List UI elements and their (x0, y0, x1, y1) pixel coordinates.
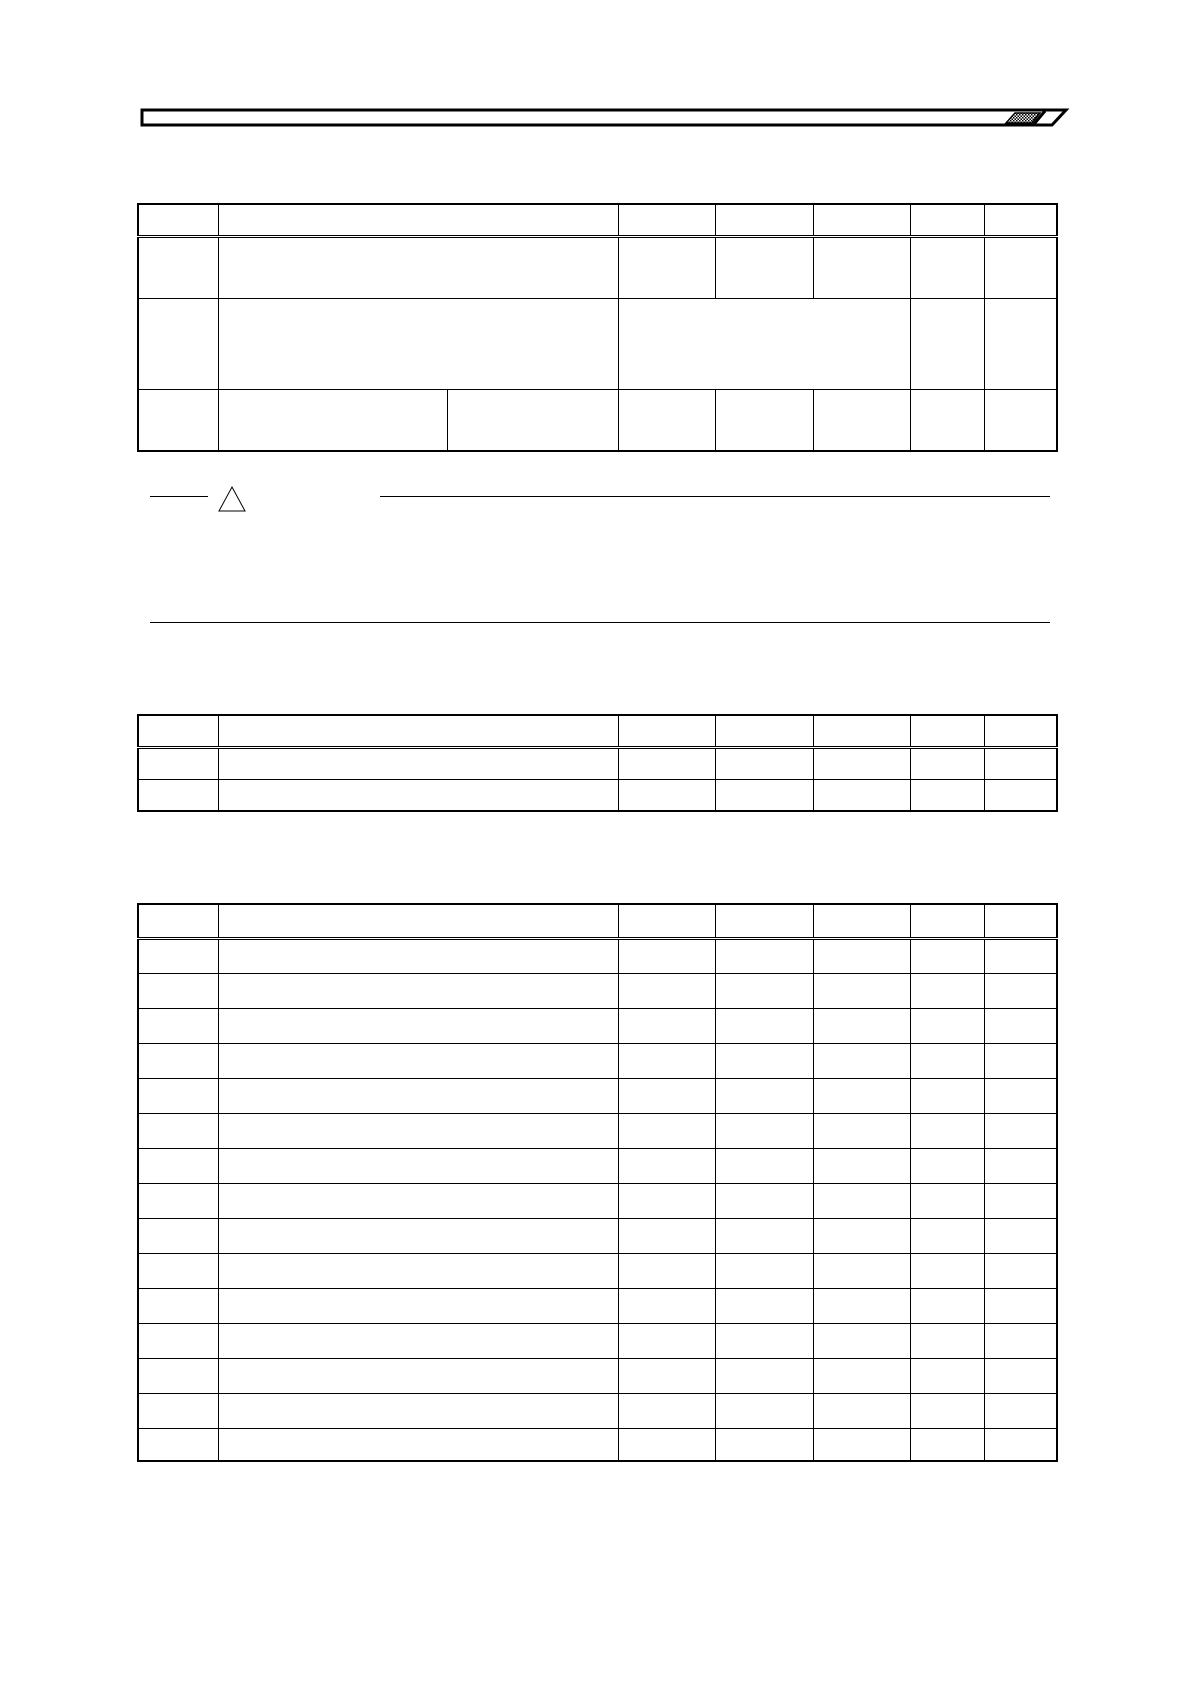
table-cell (813, 236, 910, 298)
table-cell (715, 1043, 813, 1078)
table-cell (138, 1323, 218, 1358)
table-cell (618, 1148, 715, 1183)
table-cell (715, 1428, 813, 1461)
table-cell (715, 236, 813, 298)
table-row (138, 1358, 1057, 1393)
table-cell (218, 1393, 618, 1428)
table-cell (984, 1323, 1057, 1358)
table-cell (984, 1288, 1057, 1323)
table-cell (910, 1323, 984, 1358)
table-cell (813, 1043, 910, 1078)
table-row (138, 389, 1057, 451)
table-cell (218, 1078, 618, 1113)
table-row (138, 1183, 1057, 1218)
table-cell (218, 779, 618, 811)
table-row (138, 1008, 1057, 1043)
table-cell (715, 747, 813, 779)
caution-body (150, 513, 1050, 603)
column-header (813, 715, 910, 747)
table-cell (618, 1358, 715, 1393)
table-cell (218, 1428, 618, 1461)
table-cell (984, 1393, 1057, 1428)
table-cell (218, 1148, 618, 1183)
table-cell (618, 1218, 715, 1253)
column-header (984, 904, 1057, 938)
table-row (138, 1288, 1057, 1323)
table-cell (618, 938, 715, 973)
table-cell (984, 1218, 1057, 1253)
table-cell (618, 1253, 715, 1288)
table-cell (910, 1148, 984, 1183)
table-cell (218, 1218, 618, 1253)
table-cell (618, 1393, 715, 1428)
table-cell (910, 973, 984, 1008)
table-cell (813, 1358, 910, 1393)
table-cell (910, 1183, 984, 1218)
table-cell (910, 1008, 984, 1043)
column-header (984, 715, 1057, 747)
table-cell (138, 1288, 218, 1323)
table-cell (984, 747, 1057, 779)
table-cell (218, 1008, 618, 1043)
table-cell (715, 1183, 813, 1218)
table-cell (618, 1323, 715, 1358)
spec-table-middle (137, 714, 1058, 812)
table-cell (984, 1008, 1057, 1043)
table-cell (813, 1148, 910, 1183)
table-cell (984, 298, 1057, 389)
table-cell (218, 938, 618, 973)
table-cell (618, 1008, 715, 1043)
table-cell (984, 1113, 1057, 1148)
table-cell (218, 1288, 618, 1323)
column-header (218, 904, 618, 938)
table-cell (218, 1113, 618, 1148)
table-cell (618, 1043, 715, 1078)
table-cell (910, 1288, 984, 1323)
column-header (984, 204, 1057, 236)
table-cell (138, 1218, 218, 1253)
table-row (138, 1428, 1057, 1461)
table-cell (813, 1393, 910, 1428)
table-cell (138, 1113, 218, 1148)
table-cell (910, 1358, 984, 1393)
table-cell (813, 1183, 910, 1218)
table-cell (138, 1393, 218, 1428)
table-cell (715, 1113, 813, 1148)
table-cell (910, 1393, 984, 1428)
table-row (138, 1148, 1057, 1183)
table-row (138, 1113, 1057, 1148)
table-cell (138, 1148, 218, 1183)
table-cell (618, 389, 715, 451)
table-cell (715, 1358, 813, 1393)
table-cell (618, 747, 715, 779)
table-cell (910, 1043, 984, 1078)
caution-rule-right (380, 496, 1050, 497)
column-header (715, 715, 813, 747)
table-cell (910, 938, 984, 973)
table-cell (715, 938, 813, 973)
header-banner (140, 108, 1070, 128)
table-cell (138, 1253, 218, 1288)
table-cell (910, 236, 984, 298)
table-cell (715, 779, 813, 811)
table-cell (138, 1043, 218, 1078)
table-cell (138, 973, 218, 1008)
table-cell (984, 1078, 1057, 1113)
table-cell (910, 389, 984, 451)
table-cell (715, 1323, 813, 1358)
table-cell (910, 1428, 984, 1461)
table-row (138, 236, 1057, 298)
table-cell (910, 1078, 984, 1113)
table-cell (447, 389, 618, 451)
column-header (715, 204, 813, 236)
table-cell (813, 938, 910, 973)
table-cell (218, 973, 618, 1008)
column-header (218, 715, 618, 747)
table-cell (984, 1253, 1057, 1288)
table-header-row (138, 204, 1057, 236)
column-header (910, 904, 984, 938)
table-cell (910, 1218, 984, 1253)
table-row (138, 938, 1057, 973)
caution-rule-left (150, 496, 208, 497)
table-header-row (138, 715, 1057, 747)
table-cell (813, 747, 910, 779)
table-row (138, 779, 1057, 811)
table-cell (715, 1218, 813, 1253)
table-cell (813, 779, 910, 811)
table-cell (984, 1358, 1057, 1393)
table-cell (218, 747, 618, 779)
table-cell (910, 1253, 984, 1288)
caution-rule-bottom (150, 622, 1050, 623)
spec-table-top (137, 203, 1058, 452)
column-header (618, 904, 715, 938)
table-row (138, 1253, 1057, 1288)
table-cell (984, 1183, 1057, 1218)
warning-triangle-icon (217, 485, 247, 513)
table-cell (715, 389, 813, 451)
table-cell (984, 1428, 1057, 1461)
column-header (618, 204, 715, 236)
table-cell (984, 236, 1057, 298)
table-cell (984, 1043, 1057, 1078)
table-cell (715, 1288, 813, 1323)
table-cell (138, 1358, 218, 1393)
spec-table-bottom (137, 903, 1058, 1462)
table-cell (618, 973, 715, 1008)
table-cell (910, 779, 984, 811)
table-cell (813, 1078, 910, 1113)
table-cell (813, 1323, 910, 1358)
table-cell (715, 973, 813, 1008)
table-cell (138, 236, 218, 298)
table-cell (138, 1183, 218, 1218)
table-row (138, 1043, 1057, 1078)
table-cell (218, 298, 618, 389)
column-header (910, 715, 984, 747)
table-cell (618, 1078, 715, 1113)
table-row (138, 1078, 1057, 1113)
table-cell (813, 973, 910, 1008)
table-cell (218, 236, 618, 298)
table-cell (218, 1183, 618, 1218)
column-header (138, 204, 218, 236)
table-cell (138, 298, 218, 389)
table-cell (984, 938, 1057, 973)
table-cell (618, 779, 715, 811)
table-cell (138, 747, 218, 779)
table-cell (138, 389, 218, 451)
table-row (138, 747, 1057, 779)
column-header (138, 715, 218, 747)
table-cell (910, 298, 984, 389)
table-cell (618, 1113, 715, 1148)
table-row (138, 298, 1057, 389)
table-cell (618, 1288, 715, 1323)
table-cell (715, 1148, 813, 1183)
column-header (715, 904, 813, 938)
table-cell (218, 1358, 618, 1393)
table-row (138, 1323, 1057, 1358)
table-row (138, 1393, 1057, 1428)
table-header-row (138, 904, 1057, 938)
column-header (138, 904, 218, 938)
table-cell (138, 779, 218, 811)
table-cell (138, 1008, 218, 1043)
table-cell (984, 1148, 1057, 1183)
table-cell (715, 1008, 813, 1043)
table-cell (813, 1113, 910, 1148)
table-cell (715, 1253, 813, 1288)
table-cell (218, 389, 447, 451)
table-cell (138, 1078, 218, 1113)
table-cell (910, 747, 984, 779)
table-cell (218, 1043, 618, 1078)
table-cell (813, 1218, 910, 1253)
table-cell (138, 1428, 218, 1461)
column-header (813, 204, 910, 236)
table-cell (618, 236, 715, 298)
caution-block (150, 485, 1050, 625)
column-header (218, 204, 618, 236)
table-cell (138, 938, 218, 973)
table-cell (813, 1008, 910, 1043)
table-cell (218, 1253, 618, 1288)
table-cell (813, 389, 910, 451)
table-cell (984, 389, 1057, 451)
table-row (138, 973, 1057, 1008)
table-cell (618, 1428, 715, 1461)
table-cell (218, 1323, 618, 1358)
column-header (618, 715, 715, 747)
table-cell (984, 973, 1057, 1008)
table-row (138, 1218, 1057, 1253)
table-cell (715, 1393, 813, 1428)
table-cell (813, 1428, 910, 1461)
column-header (910, 204, 984, 236)
table-cell-merged (618, 298, 910, 389)
column-header (813, 904, 910, 938)
table-cell (813, 1253, 910, 1288)
table-cell (984, 779, 1057, 811)
table-cell (813, 1288, 910, 1323)
table-cell (618, 1183, 715, 1218)
table-cell (715, 1078, 813, 1113)
table-cell (910, 1113, 984, 1148)
header-banner-graphic (140, 108, 1070, 128)
